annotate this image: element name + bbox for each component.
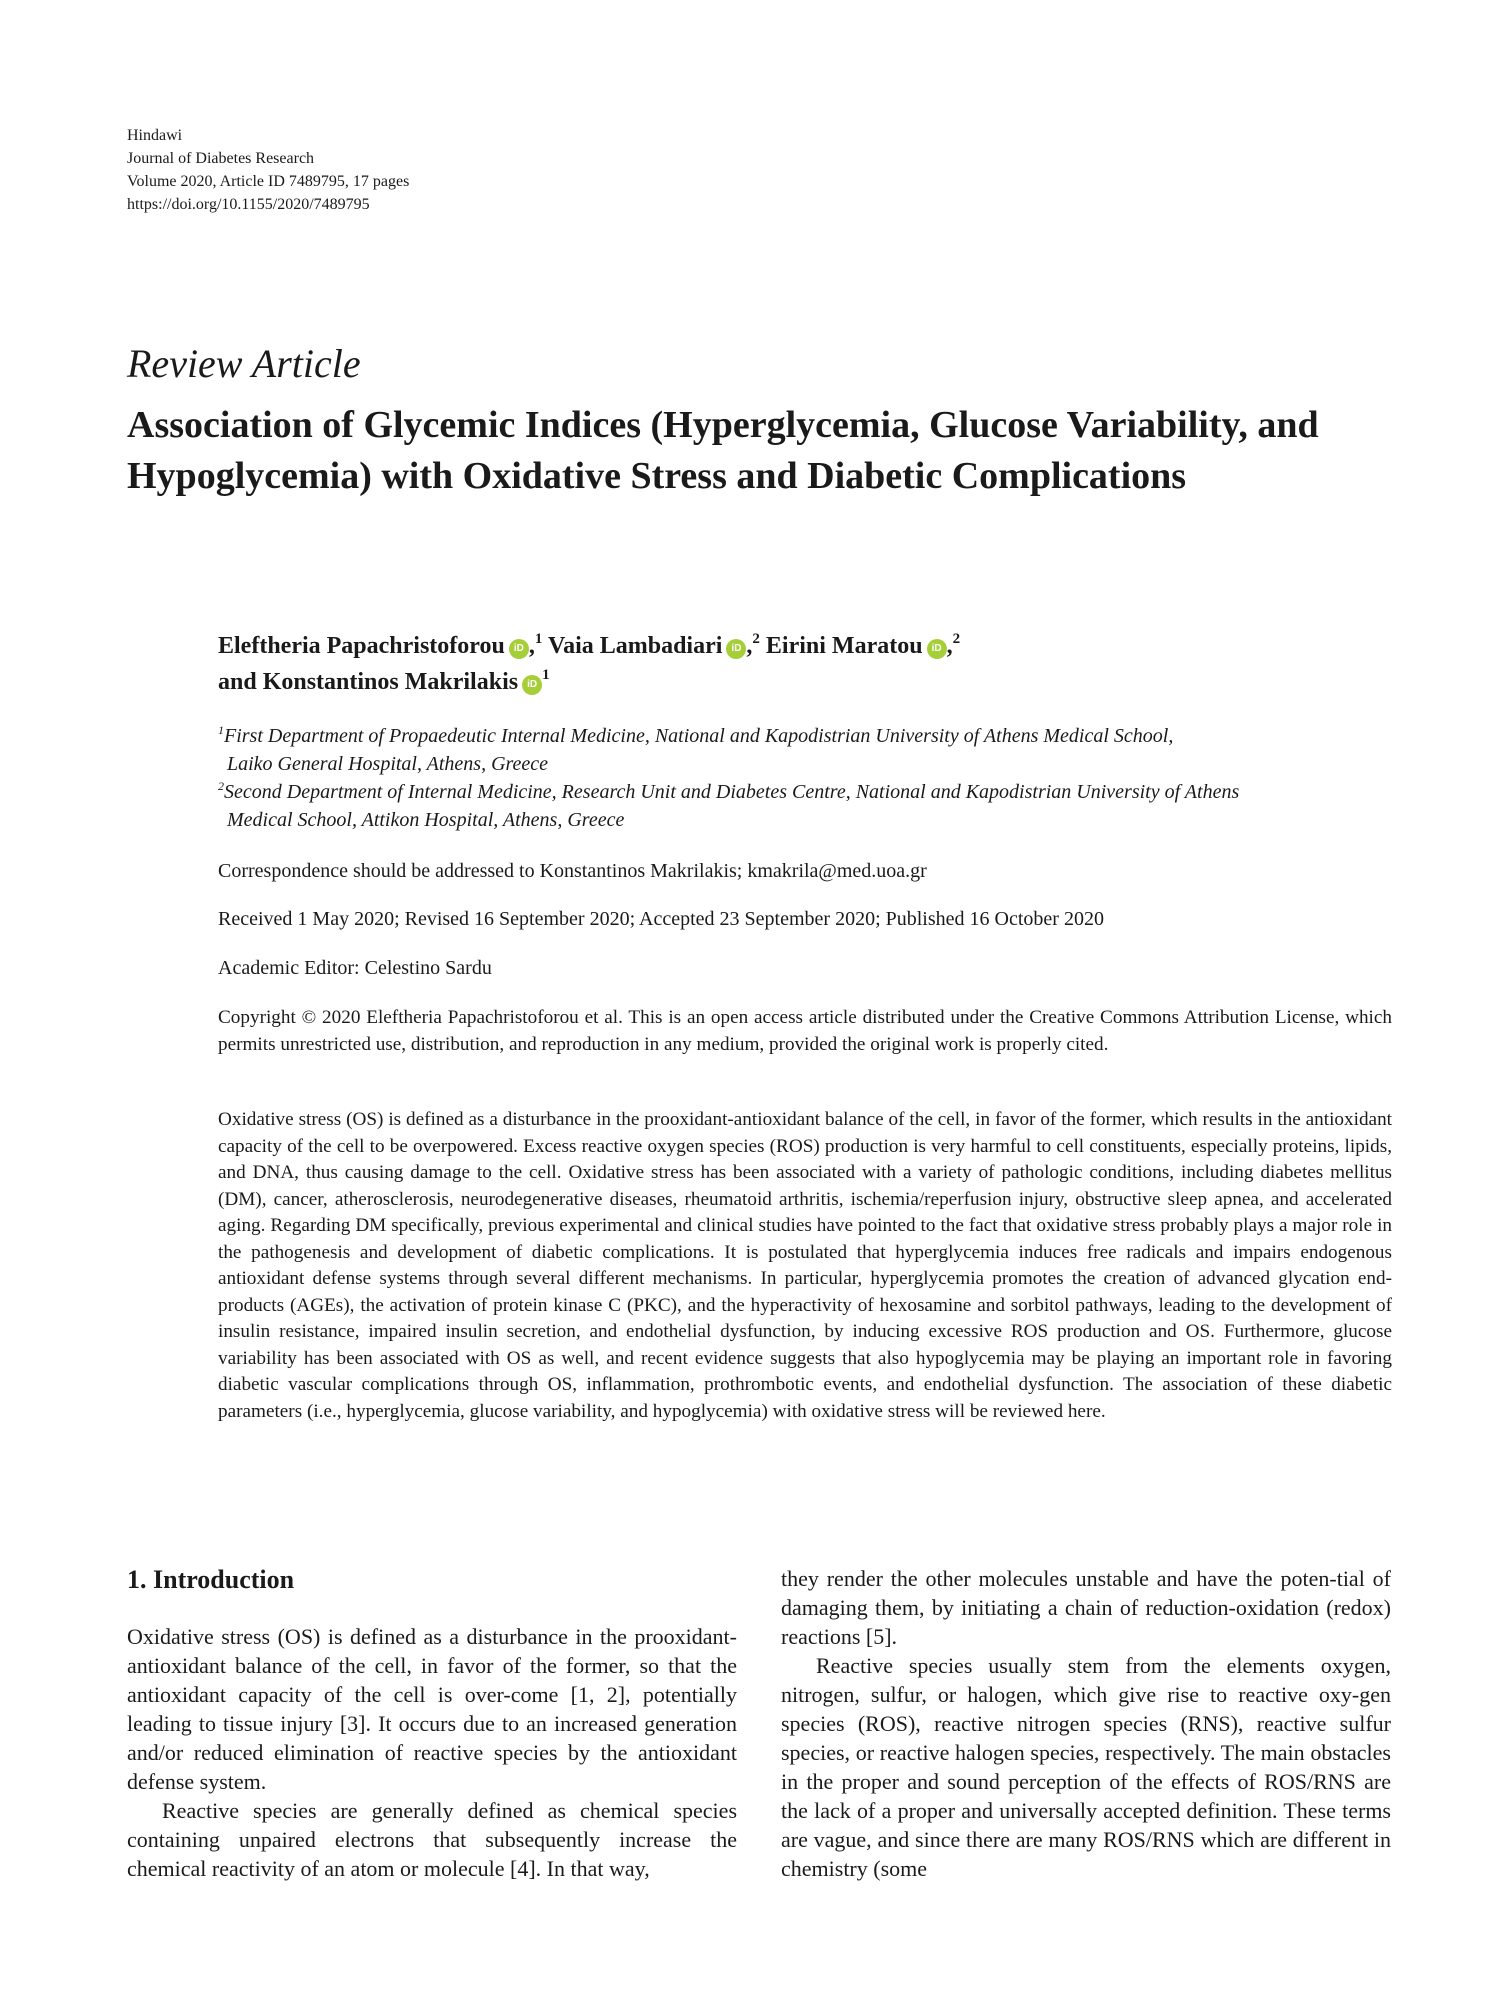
author-list [218, 628, 1418, 700]
affiliation-marker: 1 [534, 631, 543, 647]
orcid-icon[interactable]: iD [522, 675, 542, 695]
paragraph: Reactive species are generally defined as chemical species containing unpaired electrons that subsequently increase the chemical reactivity of an atom or molecule [4]. In that way, [127, 1798, 737, 1881]
publisher-name: Hindawi [127, 127, 183, 144]
author-4[interactable] [218, 669, 550, 695]
orcid-icon[interactable]: iD [927, 639, 947, 659]
author-1[interactable]: Eleftheria Papachristoforou iD ,$^1$ [218, 631, 543, 659]
orcid-icon[interactable]: iD [726, 639, 746, 659]
affiliation-1: $^1$First Department of Propaedeutic Internal Medicine, National and Kapodistrian University of Athens Medical School, Laiko General Hospital, Athens, Greece [218, 723, 1174, 775]
doi-link[interactable]: https://doi.org/10.1155/2020/7489795 [127, 196, 370, 213]
affiliation-marker: 2 [952, 631, 961, 647]
affiliation-2: $^2$Second Department of Internal Medicine, Research Unit and Diabetes Centre, National and Kapodistrian University of Athens Medical School, Attikon Hospital, Athens, Greece [218, 779, 1240, 831]
section-heading: 1. Introduction [127, 1565, 295, 1594]
right-column [781, 1564, 1391, 1883]
left-column [127, 1622, 737, 1883]
article-title: Association of Glycemic Indices (Hyperglycemia, Glucose Variability, and Hypoglycemia) with Oxidative Stress and Diabetic Complications [127, 404, 1319, 497]
volume-info: Volume 2020, Article ID 7489795, 17 pages [127, 173, 410, 190]
author-name: Eleftheria Papachristoforou [218, 633, 505, 659]
abstract: Oxidative stress (OS) is defined as a disturbance in the prooxidant-antioxidant balance of the cell, in favor of the former, which results in the antioxidant capacity of the cell to be overpowered. Excess reactive oxygen species (ROS) production is very harmful to cell constituents, especially proteins, lipids, and DNA, thus causing damage to the cell. Oxidative stress has been associated with a variety of pathologic conditions, including diabetes mellitus (DM), cancer, atherosclerosis, neurodegenerative diseases, rheumatoid arthritis, ischemia/reperfusion injury, obstructive sleep apnea, and accelerated aging. Regarding DM specifically, previous experimental and clinical studies have pointed to the fact that oxidative stress probably plays a major role in the pathogenesis and development of diabetic complications. It is postulated that hyperglycemia induces free radicals and impairs endogenous antioxidant defense systems through several different mechanisms. In particular, hyperglycemia promotes the creation of advanced glycation end-products (AGEs), the activation of protein kinase C (PKC), and the hyperactivity of hexosamine and sorbitol pathways, leading to the development of insulin resistance, impaired insulin secretion, and endothelial dysfunction, by inducing excessive ROS production and OS. Furthermore, glucose variability has been associated with OS as well, and recent evidence suggests that also hypoglycemia may be playing an important role in favoring diabetic vascular complications through OS, inflammation, prothrombotic events, and endothelial dysfunction. The association of these diabetic parameters (i.e., hyperglycemia, glucose variability, and hypoglycemia) with oxidative stress will be reviewed here. [218, 1109, 1392, 1422]
author-name: Eirini Maratou [765, 633, 923, 659]
affiliations [218, 722, 1398, 834]
author-3[interactable]: Eirini Maratou iD ,$^2$ [765, 631, 961, 659]
paragraph: Oxidative stress (OS) is defined as a disturbance in the prooxidant-antioxidant balance of the cell, in favor of the former, so that the antioxidant capacity of the cell is over-come [1, 2], potentially leading to tissue injury [3]. It occurs due to an increased generation and/or reduced elimination of reactive species by the antioxidant defense system. [127, 1624, 737, 1794]
orcid-icon[interactable]: iD [509, 639, 529, 659]
author-name: Vaia Lambadiari [547, 633, 723, 659]
affiliation-marker: 2 [752, 631, 760, 647]
journal-header [127, 124, 409, 216]
journal-name: Journal of Diabetes Research [127, 150, 315, 167]
author-2[interactable]: Vaia Lambadiari iD ,$^2$ [547, 631, 760, 659]
affiliation-marker: 1 [542, 667, 550, 683]
academic-editor: Academic Editor: Celestino Sardu [218, 957, 492, 979]
article-type: Review Article [127, 341, 361, 386]
paragraph: Reactive species usually stem from the elements oxygen, nitrogen, sulfur, or halogen, which give rise to reactive oxy-gen species (ROS), reactive nitrogen species (RNS), reactive sulfur species, or reactive halogen species, respectively. The main obstacles in the proper and sound perception of the effects of ROS/RNS are the lack of a proper and universally accepted definition. These terms are vague, and since there are many ROS/RNS which are different in chemistry (some [781, 1653, 1391, 1881]
paragraph: they render the other molecules unstable and have the poten-tial of damaging them, by initiating a chain of reduction-oxidation (redox) reactions [5]. [781, 1566, 1391, 1649]
copyright-notice: Copyright © 2020 Eleftheria Papachristoforou et al. This is an open access article distributed under the Creative Commons Attribution License, which permits unrestricted use, distribution, and reproduction in any medium, provided the original work is properly cited. [218, 1007, 1392, 1055]
correspondence: Correspondence should be addressed to Konstantinos Makrilakis; kmakrila@med.uoa.gr [218, 860, 927, 882]
author-name: and Konstantinos Makrilakis [218, 669, 519, 695]
publication-dates: Received 1 May 2020; Revised 16 September 2020; Accepted 23 September 2020; Published 16 October 2020 [218, 908, 1104, 930]
